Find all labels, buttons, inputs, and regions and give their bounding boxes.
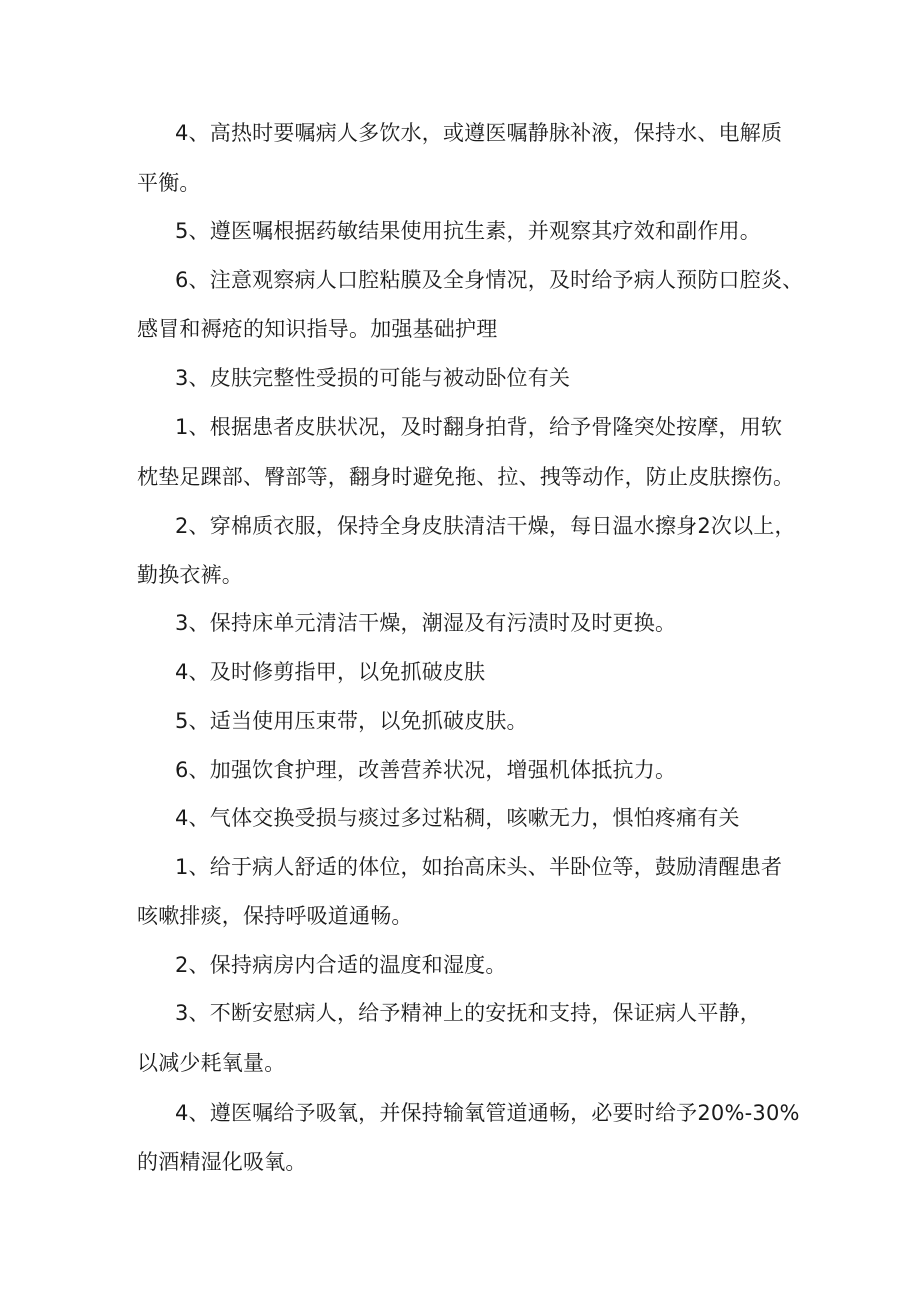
text-line: 1、根据患者皮肤状况，及时翻身拍背，给予骨隆突处按摩，用软 [175, 415, 783, 439]
text-line: 2、穿棉质衣服，保持全身皮肤清洁干燥，每日温水擦身2次以上， [175, 514, 796, 538]
text-line: 以减少耗氧量。 [137, 1051, 286, 1075]
text-line: 3、保持床单元清洁干燥，潮湿及有污渍时及时更换。 [175, 611, 677, 635]
text-line: 6、加强饮食护理，改善营养状况，增强机体抵抗力。 [175, 758, 677, 782]
text-line: 勤换衣裤。 [137, 563, 243, 587]
text-line: 6、注意观察病人口腔粘膜及全身情况，及时给予病人预防口腔炎、 [175, 268, 804, 292]
text-line: 3、不断安慰病人，给予精神上的安抚和支持，保证病人平静， [175, 1001, 761, 1025]
text-line: 枕垫足踝部、臀部等，翻身时避免拖、拉、拽等动作，防止皮肤擦伤。 [137, 465, 795, 489]
text-line: 2、保持病房内合适的温度和湿度。 [175, 953, 507, 977]
section-heading: 3、皮肤完整性受损的可能与被动卧位有关 [175, 366, 571, 390]
text-line: 4、及时修剪指甲，以免抓破皮肤 [175, 660, 486, 684]
text-line: 5、遵医嘱根据药敏结果使用抗生素，并观察其疗效和副作用。 [175, 219, 761, 243]
section-heading: 4、气体交换受损与痰过多过粘稠，咳嗽无力，惧怕疼痛有关 [175, 806, 740, 830]
text-line: 咳嗽排痰，保持呼吸道通畅。 [137, 904, 413, 928]
text-line: 4、高热时要嘱病人多饮水，或遵医嘱静脉补液，保持水、电解质 [175, 121, 783, 145]
text-line: 1、给于病人舒适的体位，如抬高床头、半卧位等，鼓励清醒患者 [175, 855, 783, 879]
text-line: 感冒和褥疮的知识指导。加强基础护理 [137, 317, 498, 341]
text-line: 平衡。 [137, 171, 201, 195]
text-line: 的酒精湿化吸氧。 [137, 1150, 307, 1174]
text-line: 5、适当使用压束带，以免抓破皮肤。 [175, 709, 528, 733]
text-line: 4、遵医嘱给予吸氧，并保持输氧管道通畅，必要时给予20%-30% [175, 1101, 800, 1125]
